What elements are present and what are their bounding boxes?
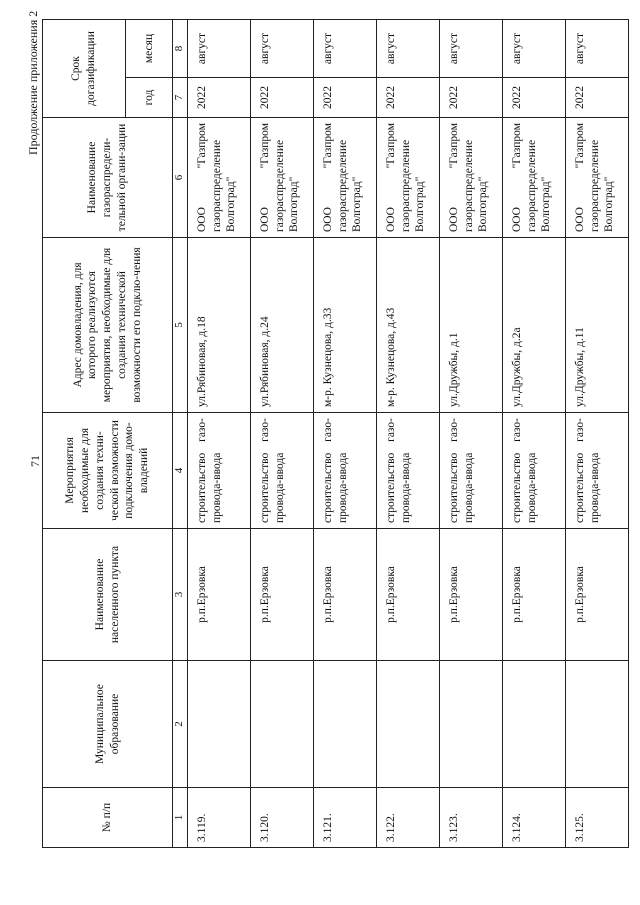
row-year: 2022 [440, 78, 503, 118]
table-row [440, 20, 503, 848]
column-number: 2 [173, 661, 188, 788]
row-organization: ООО "Газпром газораспределение Волгоград" [503, 118, 566, 238]
row-measures: строительство газо-провода-ввода [314, 413, 377, 529]
row-municipality [377, 661, 440, 788]
row-organization: ООО "Газпром газораспределение Волгоград" [251, 118, 314, 238]
table-row [251, 20, 314, 848]
row-settlement: р.п.Ерзовка [440, 529, 503, 661]
row-settlement: р.п.Ерзовка [503, 529, 566, 661]
row-num: 3.119. [188, 788, 251, 848]
row-municipality [440, 661, 503, 788]
continuation-label: Продолжение приложения 2 [26, 10, 40, 155]
column-number: 4 [173, 413, 188, 529]
row-year: 2022 [314, 78, 377, 118]
row-num: 3.123. [440, 788, 503, 848]
row-settlement: р.п.Ерзовка [314, 529, 377, 661]
row-measures: строительство газо-провода-ввода [377, 413, 440, 529]
header-measures: Мероприятия необходимые для создания техни-ческой возможности подключения домо-владений [43, 413, 173, 529]
row-settlement: р.п.Ерзовка [251, 529, 314, 661]
header-num: № п/п [43, 788, 173, 848]
table-row [188, 20, 251, 848]
row-address: ул.Дружбы, д.11 [566, 238, 629, 413]
column-number: 8 [173, 20, 188, 78]
header-settlement: Наименование населенного пункта [43, 529, 173, 661]
row-month: август [314, 20, 377, 78]
row-organization: ООО "Газпром газораспределение Волгоград" [440, 118, 503, 238]
table-row [314, 20, 377, 848]
header-municipality: Муниципальное образование [43, 661, 173, 788]
column-number: 5 [173, 238, 188, 413]
row-settlement: р.п.Ерзовка [566, 529, 629, 661]
row-num: 3.122. [377, 788, 440, 848]
header-address: Адрес домовладения, для которого реализуются мероприятия, необходимые для создания технической возможности его подклю-чения [43, 238, 173, 413]
row-address: ул.Дружбы, д.2а [503, 238, 566, 413]
row-month: август [188, 20, 251, 78]
row-address: ул.Дружбы, д.1 [440, 238, 503, 413]
row-organization: ООО "Газпром газораспределение Волгоград" [188, 118, 251, 238]
row-month: август [251, 20, 314, 78]
row-organization: ООО "Газпром газораспределение Волгоград" [377, 118, 440, 238]
row-settlement: р.п.Ерзовка [188, 529, 251, 661]
row-measures: строительство газо-провода-ввода [440, 413, 503, 529]
row-year: 2022 [251, 78, 314, 118]
row-month: август [566, 20, 629, 78]
row-year: 2022 [503, 78, 566, 118]
row-measures: строительство газо-провода-ввода [188, 413, 251, 529]
row-municipality [314, 661, 377, 788]
row-num: 3.125. [566, 788, 629, 848]
row-organization: ООО "Газпром газораспределение Волгоград" [566, 118, 629, 238]
table-row [377, 20, 440, 848]
row-measures: строительство газо-провода-ввода [503, 413, 566, 529]
row-num: 3.124. [503, 788, 566, 848]
header-organization: Наименование газораспредели-тельной органи-зации [43, 118, 173, 238]
page-number: 71 [28, 455, 42, 467]
row-num: 3.121. [314, 788, 377, 848]
row-address: м-р. Кузнецова, д.33 [314, 238, 377, 413]
header-year: год [126, 78, 173, 118]
table-row [566, 20, 629, 848]
table-row [503, 20, 566, 848]
row-address: ул.Рябиновая, д.24 [251, 238, 314, 413]
column-number: 6 [173, 118, 188, 238]
row-municipality [503, 661, 566, 788]
row-month: август [503, 20, 566, 78]
row-municipality [188, 661, 251, 788]
row-num: 3.120. [251, 788, 314, 848]
row-address: м-р. Кузнецова, д.43 [377, 238, 440, 413]
row-year: 2022 [377, 78, 440, 118]
gasification-table [42, 19, 629, 848]
row-municipality [251, 661, 314, 788]
header-month: месяц [126, 20, 173, 78]
row-municipality [566, 661, 629, 788]
row-year: 2022 [566, 78, 629, 118]
column-number: 3 [173, 529, 188, 661]
column-number: 7 [173, 78, 188, 118]
row-settlement: р.п.Ерзовка [377, 529, 440, 661]
row-address: ул.Рябиновая, д.18 [188, 238, 251, 413]
row-measures: строительство газо-провода-ввода [251, 413, 314, 529]
row-month: август [377, 20, 440, 78]
row-month: август [440, 20, 503, 78]
row-organization: ООО "Газпром газораспределение Волгоград" [314, 118, 377, 238]
row-year: 2022 [188, 78, 251, 118]
header-deadline: Срок догазификации [43, 20, 126, 118]
column-number: 1 [173, 788, 188, 848]
row-measures: строительство газо-провода-ввода [566, 413, 629, 529]
